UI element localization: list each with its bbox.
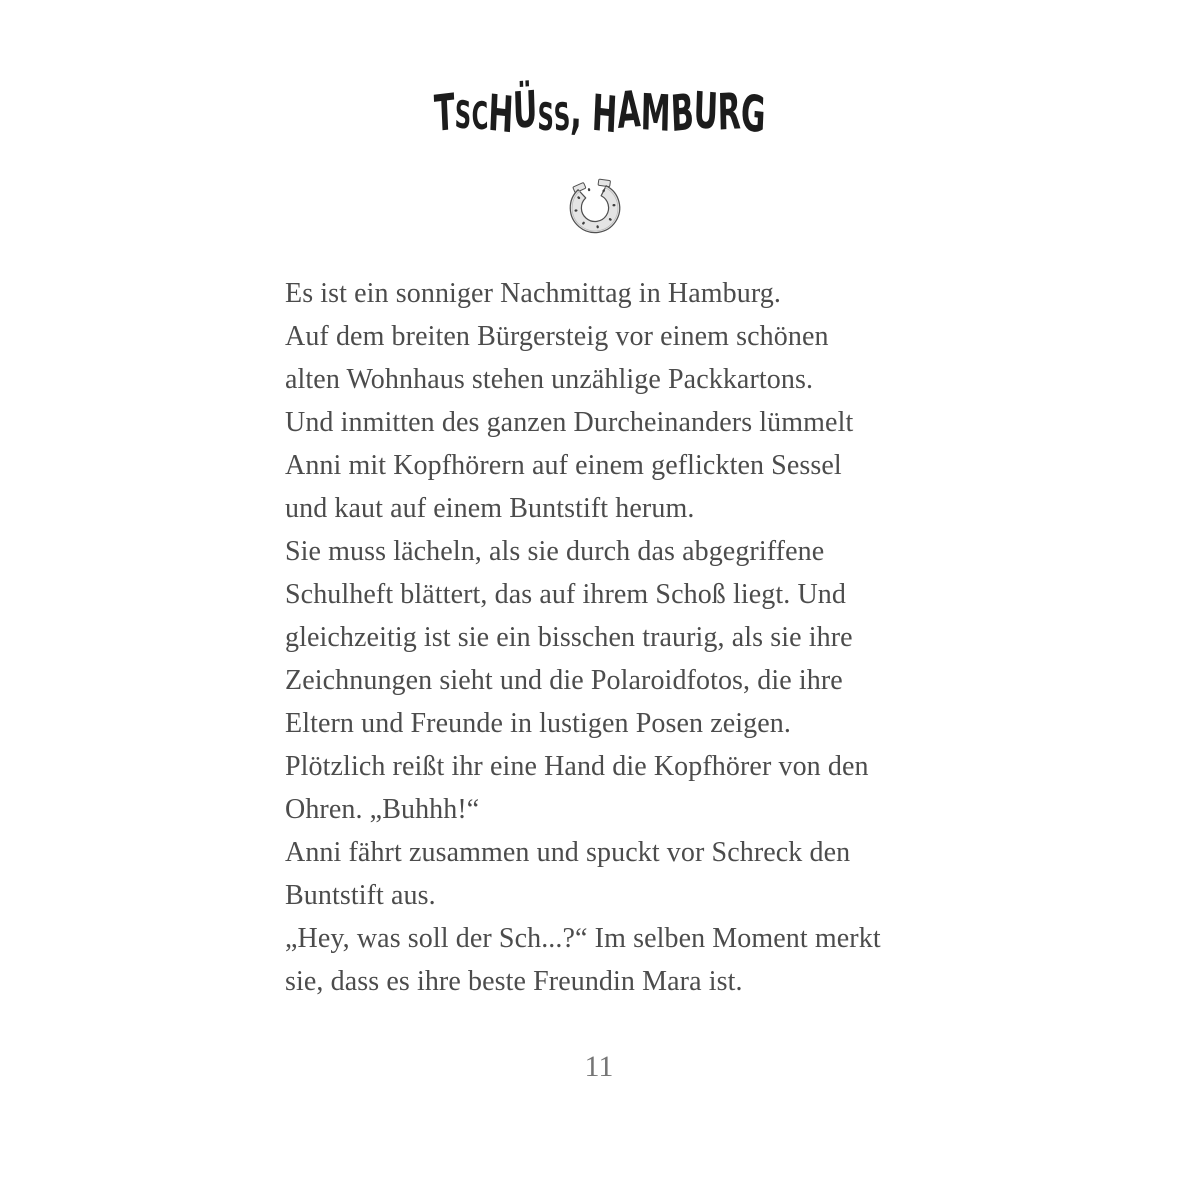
body-text-line: Schulheft blättert, das auf ihrem Schoß liegt. Und	[285, 579, 846, 610]
body-text-line: Anni mit Kopfhörern auf einem geflickten Sessel	[285, 450, 842, 481]
body-text-line: Eltern und Freunde in lustigen Posen zeigen.	[285, 708, 791, 739]
title-letter: B	[669, 82, 695, 144]
body-text	[285, 272, 945, 1003]
body-text-line: „Hey, was soll der Sch...?“ Im selben Moment merkt	[285, 923, 881, 954]
title-letter: H	[591, 83, 619, 145]
body-text-line: alten Wohnhaus stehen unzählige Packkartons.	[285, 364, 814, 395]
title-letter: A	[616, 80, 642, 140]
title-letter: R	[717, 82, 742, 142]
title-letter: G	[739, 83, 767, 145]
title-letter: T	[433, 82, 457, 144]
body-text-line: Und inmitten des ganzen Durcheinanders lümmelt	[285, 407, 854, 438]
body-text-line: Anni fährt zusammen und spuckt vor Schreck den	[285, 837, 851, 868]
title-letter: Ü	[512, 79, 539, 141]
horseshoe-icon	[559, 168, 630, 244]
title-letter: U	[692, 80, 719, 142]
title-letter: S	[537, 94, 555, 140]
body-text-line: sie, dass es ihre beste Freundin Mara ist.	[285, 966, 743, 997]
body-text-line: Plötzlich reißt ihr eine Hand die Kopfhörer von den	[285, 751, 869, 782]
body-text-line: Ohren. „Buhhh!“	[285, 794, 480, 825]
chapter-title	[240, 79, 960, 145]
title-letter: C	[470, 93, 489, 139]
title-letter: ,	[569, 81, 583, 141]
body-text-line: gleichzeitig ist sie ein bisschen traurig, als sie ihre	[285, 622, 853, 653]
body-text-line: Es ist ein sonniger Nachmittag in Hamburg.	[285, 278, 781, 309]
horseshoe-illustration	[559, 168, 630, 248]
body-text-line: und kaut auf einem Buntstift herum.	[285, 493, 695, 524]
title-letter: S	[553, 94, 572, 140]
title-letter: S	[454, 92, 473, 138]
body-text-line: Sie muss lächeln, als sie durch das abgegriffene	[285, 536, 825, 567]
title-letter: M	[640, 83, 672, 143]
body-text-line: Buntstift aus.	[285, 880, 436, 911]
title-letter: H	[486, 83, 515, 145]
body-text-line: Auf dem breiten Bürgersteig vor einem schönen	[285, 321, 829, 352]
page-number: 11	[584, 1050, 614, 1083]
body-text-line: Zeichnungen sieht und die Polaroidfotos, die ihre	[285, 665, 843, 696]
